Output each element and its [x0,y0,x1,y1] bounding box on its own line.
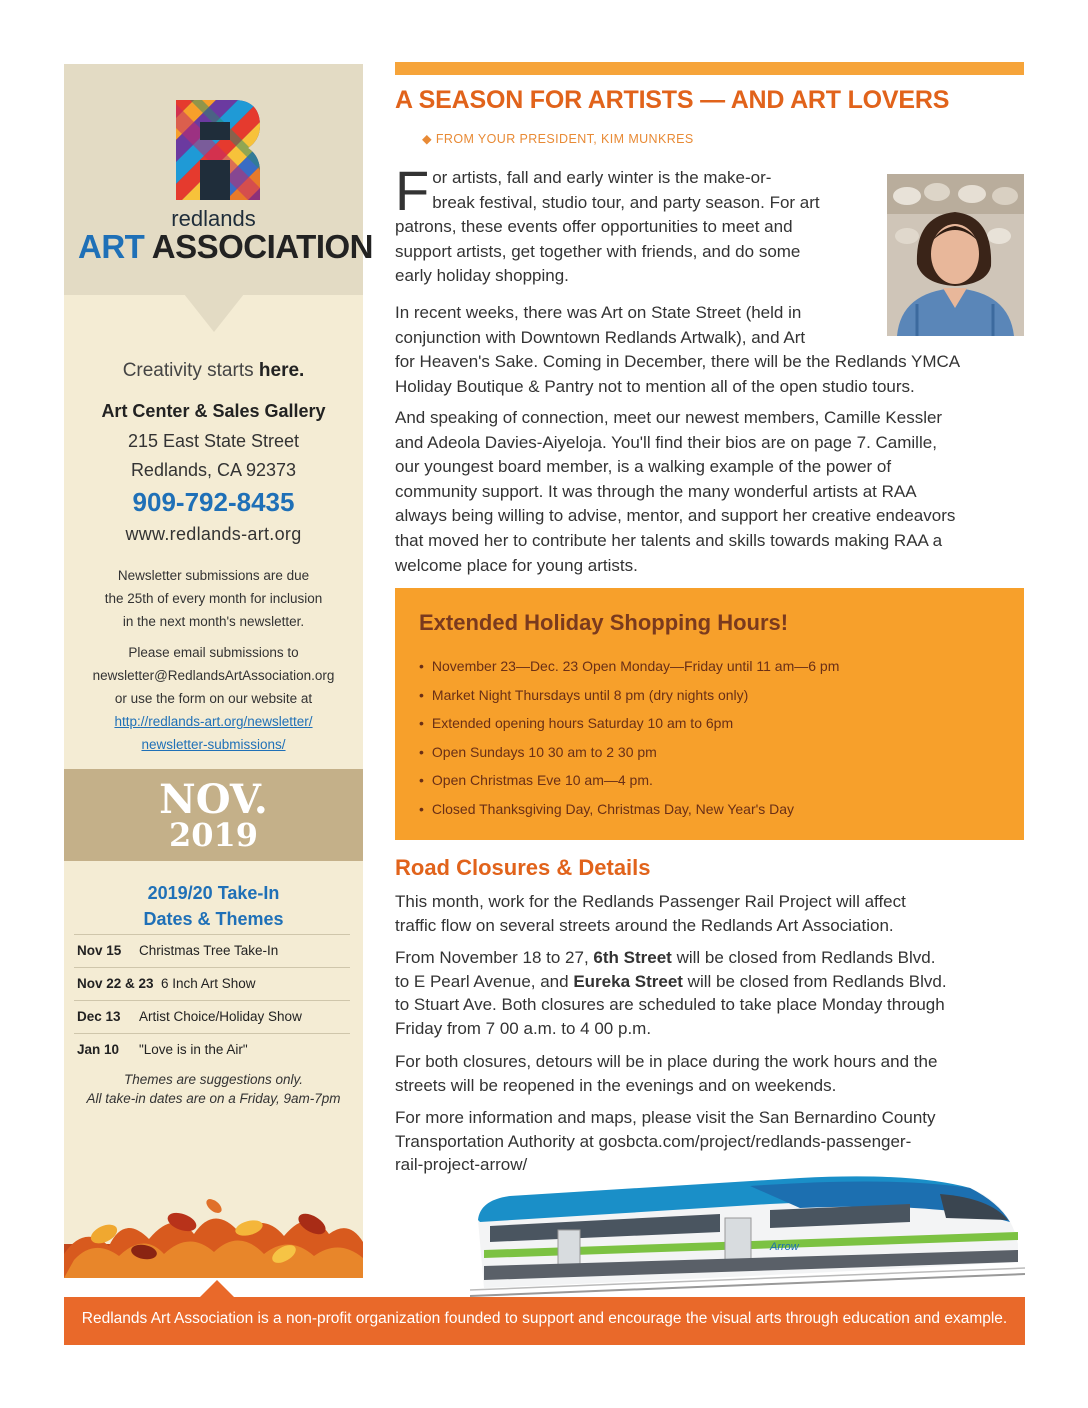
footer-mission-text: Redlands Art Association is a non-profit organization founded to support and encourage the visual arts through education and example. [81,1310,1008,1327]
article-paragraph-1: F or artists, fall and early winter is the make-or- break festival, studio tour, and party season. For art patrons, these events offer opportunities to meet and support artists, get together with friends, and do some early holiday shopping. [395,159,820,286]
bullet-icon: • [419,658,424,674]
drop-cap: F [395,159,430,222]
road-paragraph-4: For more information and maps, please visit the San Bernardino County Transportation Authority at gosbcta.com/project/redlands-passenger- rail-project-arrow/ [395,1106,1024,1177]
takein-row [74,934,350,966]
phone-number[interactable]: 909-792-8435 [132,487,295,517]
sidebar [64,64,374,1278]
issue-year: 2019 [168,816,259,854]
holiday-hours-box [395,588,1024,840]
takein-date: Nov 22 & 23 [77,976,154,991]
tagline: Creativity starts here. [122,360,305,381]
bullet-icon: • [419,687,424,703]
takein-theme: Christmas Tree Take-In [139,943,279,958]
header-accent-bar [395,62,1024,75]
street-name: 6th Street [593,948,672,967]
takein-row [74,967,350,999]
road-paragraph-3: For both closures, detours will be in place during the work hours and the streets will be reopened in the evenings and on weekends. [395,1052,938,1095]
article-headline: A SEASON FOR ARTISTS — AND ART LOVERS [395,86,950,114]
takein-date: Nov 15 [77,943,122,958]
bullet-icon: • [419,715,424,731]
takein-theme: "Love is in the Air" [139,1042,248,1057]
road-closures-title: Road Closures & Details [395,855,651,880]
holiday-hours-title: Extended Holiday Shopping Hours! [419,610,789,635]
takein-theme: 6 Inch Art Show [161,976,256,991]
address-street: 215 East State Street [127,431,300,451]
arrow-train-image [470,1158,1025,1300]
holiday-hours-item: • Open Christmas Eve 10 am—4 pm. [419,772,653,788]
redlands-logo-icon [172,100,260,200]
train-label: Arrow [770,1241,799,1253]
holiday-hours-item: • November 23—Dec. 23 Open Monday—Friday until 11 am—6 pm [419,658,840,674]
footer-banner [64,1297,1025,1345]
submission-form-link[interactable]: http://redlands-art.org/newsletter/ [114,714,313,729]
logo-wordmark-small: redlands [171,206,256,231]
email-address[interactable]: newsletter@RedlandsArtAssociation.org [92,668,335,683]
holiday-hours-item: • Extended opening hours Saturday 10 am to 6pm [419,715,734,731]
street-name: Eureka Street [573,971,683,991]
bullet-icon: • [419,744,424,760]
logo-wordmark: ART ASSOCIATION [78,228,374,265]
address-city: Redlands, CA 92373 [130,460,297,480]
logo-panel-notch [184,294,244,332]
submission-note: Newsletter submissions are due the 25th of every month for inclusion in the next month's newsletter. [104,568,323,629]
bullet-icon: • [419,801,424,817]
article-paragraph-2: In recent weeks, there was Art on State Street (held in conjunction with Downtown Redlands Artwalk), and Art for Heaven's Sake. Coming in December, there will be the Redlands YMCA Holiday Boutique & Pantry not to mention all of the open studio tours. [395,303,961,396]
takein-footnote: Themes are suggestions only. All take-in dates are on a Friday, 9am-7pm [86,1072,341,1106]
takein-title: 2019/20 Take-In Dates & Themes [143,883,284,929]
takein-row [74,1033,350,1065]
holiday-hours-item: • Closed Thanksgiving Day, Christmas Day, New Year's Day [419,801,795,817]
article-paragraph-3: And speaking of connection, meet our newest members, Camille Kessler and Adeola Davies-Aiyeloja. You'll find their bios are on page 7. Camille, our youngest board member, is a walking example of the power of community support. It was through the many wonderful artists at RAA always being willing to advise, mentor, and support her creative endeavors that moved her to contribute her talents and skills towards making RAA a welcome place for young artists. [395,408,956,575]
submission-form-link-cont[interactable]: newsletter-submissions/ [141,737,286,752]
project-link-cont[interactable]: rail-project-arrow/ [395,1155,528,1174]
takein-date: Dec 13 [77,1009,121,1024]
project-link[interactable]: Transportation Authority at gosbcta.com/project/redlands-passenger- [395,1131,912,1151]
gallery-name: Art Center & Sales Gallery [101,401,326,421]
email-note: Please email submissions to newsletter@RedlandsArtAssociation.org or use the form on our website at http://redlands-art.org/newsletter/ newsletter-submissions/ [74,641,353,756]
road-paragraph-1: This month, work for the Redlands Passenger Rail Project will affect traffic flow on several streets around the Redlands Art Association. [395,892,906,935]
holiday-hours-item: • Open Sundays 10 30 am to 2 30 pm [419,744,657,760]
autumn-leaves-image [64,1194,363,1278]
takein-date: Jan 10 [77,1042,120,1057]
holiday-hours-item: • Market Night Thursdays until 8 pm (dry nights only) [419,687,749,703]
takein-row [74,1000,350,1032]
issue-month: NOV. [159,776,268,823]
road-paragraph-2: From November 18 to 27, 6th Street will be closed from Redlands Blvd. to E Pearl Avenue, and Eureka Street will be closed from Redlands Blvd. to Stuart Ave. Both closures are scheduled to take place Monday through Friday from 7 00 a.m. to 4 00 p.m. [395,948,947,1038]
website-link[interactable]: www.redlands-art.org [125,524,302,544]
footer-notch [200,1280,234,1297]
takein-theme: Artist Choice/Holiday Show [139,1009,302,1024]
article-byline: ◆ FROM YOUR PRESIDENT, KIM MUNKRES [422,132,694,146]
bullet-icon: • [419,772,424,788]
